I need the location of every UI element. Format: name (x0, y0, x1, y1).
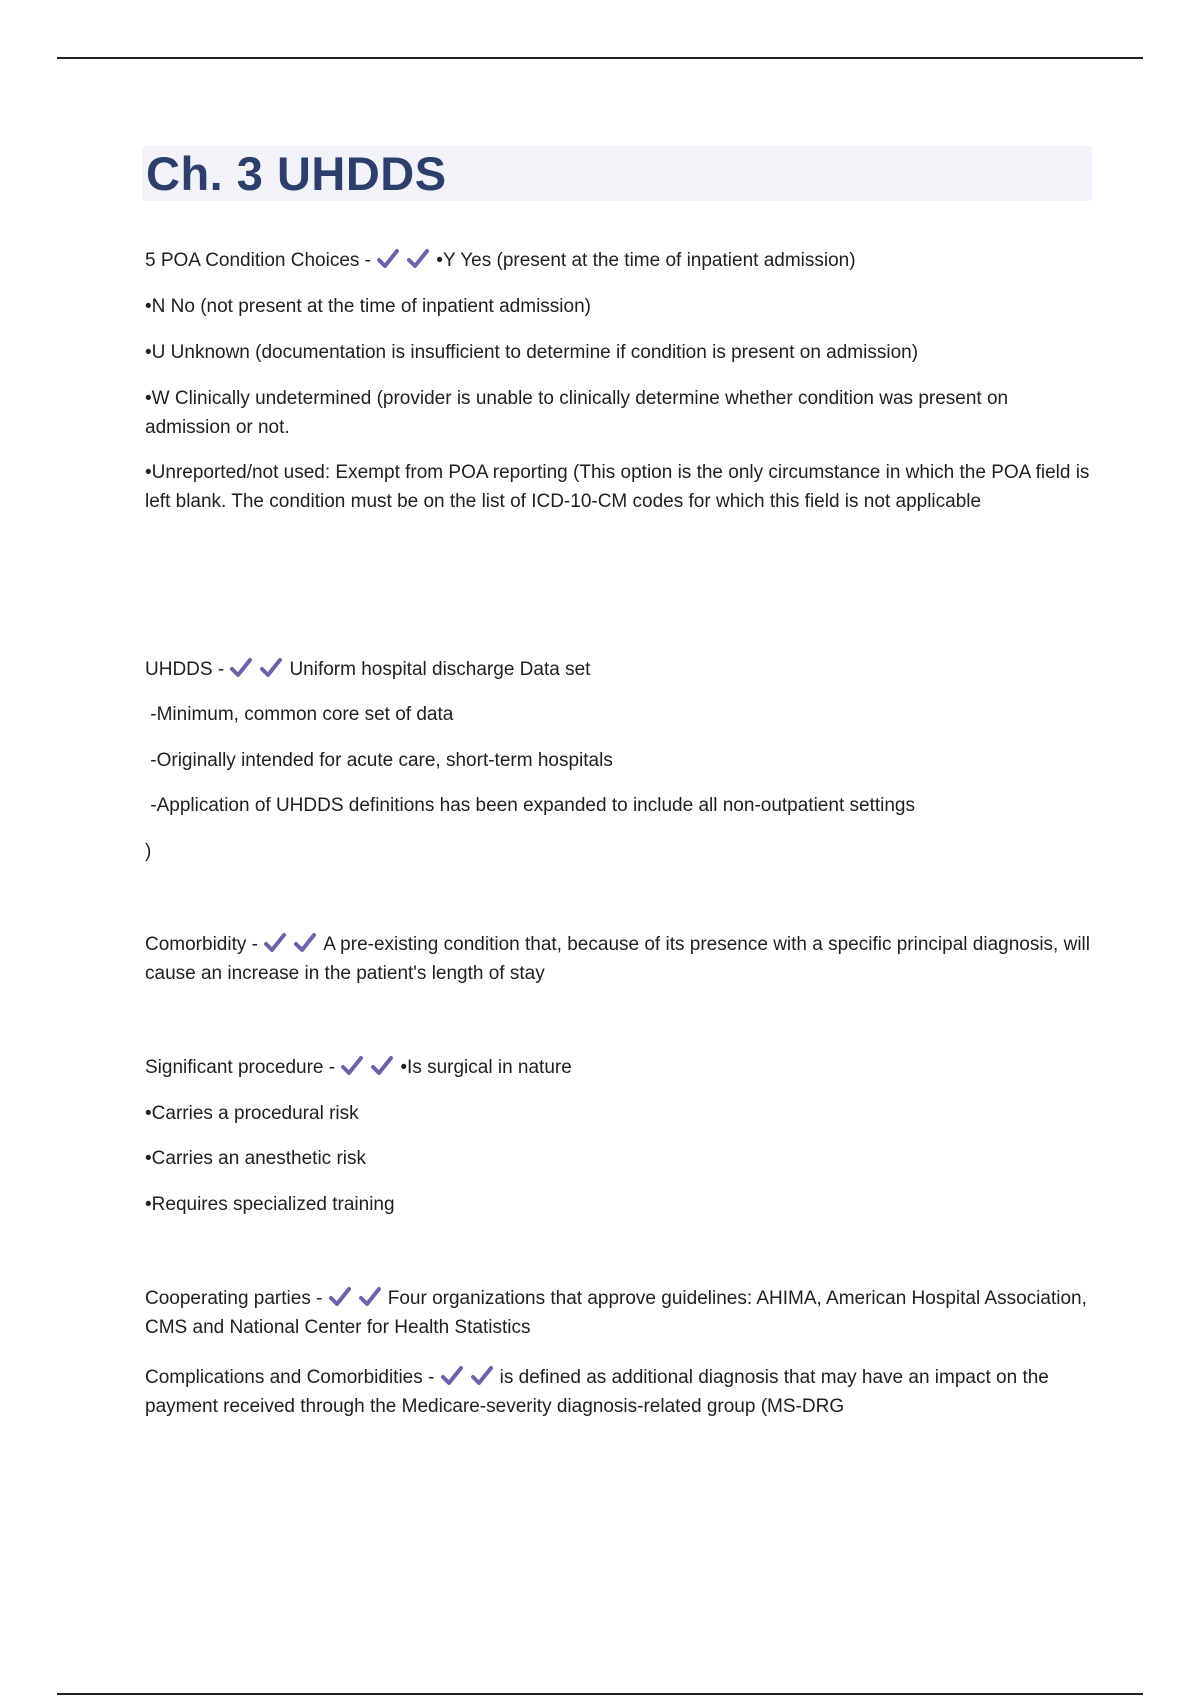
card-term: Significant procedure - (145, 1057, 336, 1078)
answer-line: •U Unknown (documentation is insufficient to determine if condition is present on admission) (145, 342, 919, 363)
answer-line: -Application of UHDDS definitions has been expanded to include all non-outpatient settings (145, 795, 915, 816)
card-term: Comorbidity - (145, 934, 258, 955)
card-significant-procedure (145, 1053, 1090, 1219)
card-term: Cooperating parties - (145, 1288, 323, 1309)
card-answer: •Y Yes (present at the time of inpatient admission) (436, 250, 856, 271)
card-answer: •Is surgical in nature (400, 1057, 572, 1078)
answer-line: •W Clinically undetermined (provider is unable to clinically determine whether condition was present on admission or not. (145, 388, 1009, 438)
check-icon (259, 657, 283, 679)
card-complications-comorbidities (145, 1363, 1090, 1421)
card-answer: Four organizations that approve guidelines: AHIMA, American Hospital Association, CMS and National Center for Health Statistics (145, 1288, 1087, 1338)
bottom-rule (57, 1693, 1143, 1695)
check-icon (406, 248, 430, 270)
card-uhdds (145, 655, 1090, 866)
check-icon (376, 248, 400, 270)
answer-line: •Carries a procedural risk (145, 1103, 359, 1124)
card-poa-choices (145, 246, 1090, 516)
check-icon (293, 932, 317, 954)
card-question-line (145, 246, 1090, 275)
answer-line: •N No (not present at the time of inpatient admission) (145, 296, 591, 317)
card-question-line (145, 1284, 1090, 1342)
answer-line: -Minimum, common core set of data (145, 704, 454, 725)
card-term: UHDDS - (145, 659, 225, 680)
check-icon (440, 1365, 464, 1387)
check-icon (340, 1055, 364, 1077)
answer-line: •Requires specialized training (145, 1194, 395, 1215)
check-icon (263, 932, 287, 954)
card-term: Complications and Comorbidities - (145, 1367, 435, 1388)
check-icon (358, 1286, 382, 1308)
card-answer: A pre-existing condition that, because of its presence with a specific principal diagnosis, will cause an increase in the patient's length of stay (145, 934, 1091, 984)
card-cooperating-parties (145, 1284, 1090, 1342)
check-icon (470, 1365, 494, 1387)
answer-line: -Originally intended for acute care, short-term hospitals (145, 750, 613, 771)
top-rule (57, 57, 1143, 59)
card-question-line (145, 1363, 1090, 1421)
card-term: 5 POA Condition Choices - (145, 250, 372, 271)
check-icon (229, 657, 253, 679)
card-answer: Uniform hospital discharge Data set (289, 659, 591, 680)
card-answer: is defined as additional diagnosis that may have an impact on the payment received through the Medicare-severity diagnosis-related group (MS-DRG (145, 1367, 1049, 1417)
card-question-line (145, 655, 1090, 684)
answer-line: •Carries an anesthetic risk (145, 1148, 367, 1169)
answer-line: ) (145, 841, 152, 862)
check-icon (370, 1055, 394, 1077)
card-question-line (145, 1053, 1090, 1082)
page-title: Ch. 3 UHDDS (146, 147, 447, 200)
card-comorbidity (145, 930, 1090, 988)
answer-line: •Unreported/not used: Exempt from POA reporting (This option is the only circumstance in which the POA field is left blank. The condition must be on the list of ICD-10-CM codes for which this field is not applicable (145, 462, 1090, 512)
card-question-line (145, 930, 1090, 988)
check-icon (328, 1286, 352, 1308)
